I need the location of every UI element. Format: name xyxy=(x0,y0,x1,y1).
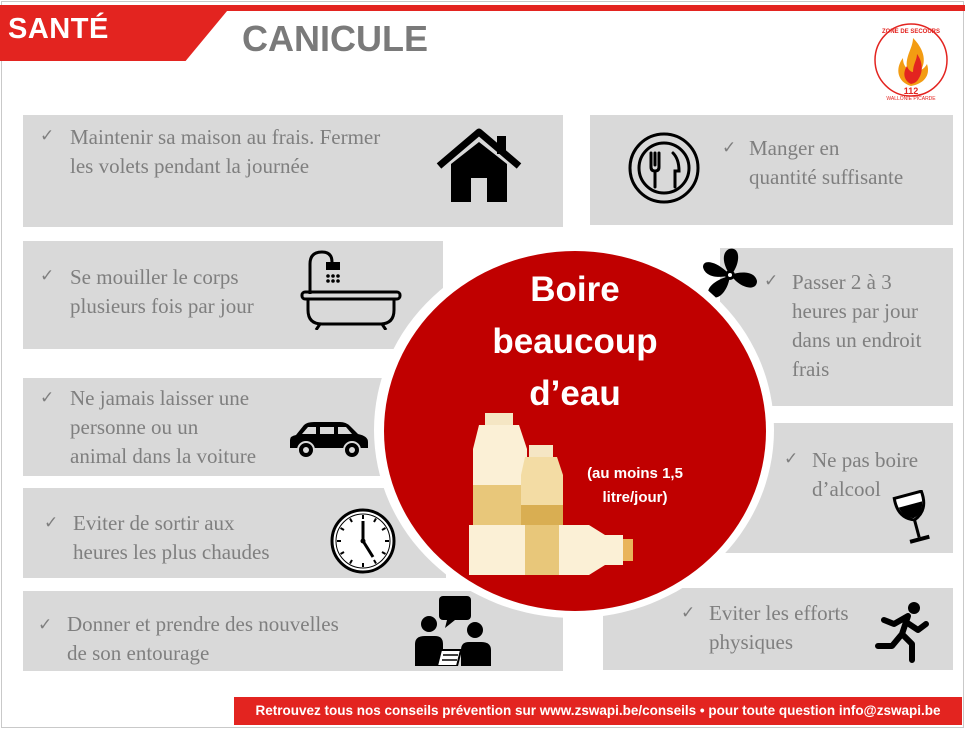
check-mark: ✓ xyxy=(44,513,59,533)
fork-knife-plate-icon xyxy=(627,131,701,205)
tip-car-text: Ne jamais laisser une personne ou un animal dans la voiture xyxy=(70,386,257,468)
running-person-icon xyxy=(872,600,932,666)
check-mark: ✓ xyxy=(784,449,799,469)
car-icon xyxy=(288,420,370,460)
page-title: CANICULE xyxy=(242,18,428,59)
check-mark: ✓ xyxy=(38,615,53,635)
tip-news-text: Donner et prendre des nouvelles de son entourage xyxy=(67,612,339,665)
logo-number: 112 xyxy=(903,86,919,96)
check-mark: ✓ xyxy=(722,138,737,158)
check-mark: ✓ xyxy=(764,271,779,291)
house-icon xyxy=(433,126,525,204)
tip-house-text: Maintenir sa maison au frais. Fermer les volets pendant la journée xyxy=(70,125,381,178)
zone-de-secours-logo xyxy=(873,20,949,100)
tip-fan-text: Passer 2 à 3 heures par jour dans un endroit frais xyxy=(792,270,922,381)
category-label: SANTÉ xyxy=(8,13,109,45)
clock-icon xyxy=(329,507,397,575)
tip-shower-text: Se mouiller le corps plusieurs fois par jour xyxy=(70,265,254,318)
check-mark: ✓ xyxy=(40,388,55,408)
tip-alcohol-text: Ne pas boire d’alcool xyxy=(812,448,919,501)
logo-bottom-text: WALLONIE PICARDE xyxy=(886,96,936,100)
water-bottles-icon xyxy=(465,405,640,580)
check-mark: ✓ xyxy=(681,603,696,623)
center-heading: Boire beaucoup d’eau xyxy=(492,270,658,413)
tip-eat-text: Manger en quantité suffisante xyxy=(749,136,904,189)
check-mark: ✓ xyxy=(40,126,55,146)
people-chat-icon xyxy=(413,594,493,666)
wine-glass-icon xyxy=(890,490,938,546)
tip-effort-text: Eviter les efforts physiques xyxy=(709,601,849,654)
footer-banner: Retrouvez tous nos conseils prévention sur www.zswapi.be/conseils • pour toute question info@zswapi.be xyxy=(234,697,962,725)
check-mark: ✓ xyxy=(40,266,55,286)
tip-clock-text: Eviter de sortir aux heures les plus chaudes xyxy=(73,511,270,564)
center-note: (au moins 1,5 litre/jour) xyxy=(587,465,683,506)
logo-top-text: ZONE DE SECOURS xyxy=(881,29,941,35)
